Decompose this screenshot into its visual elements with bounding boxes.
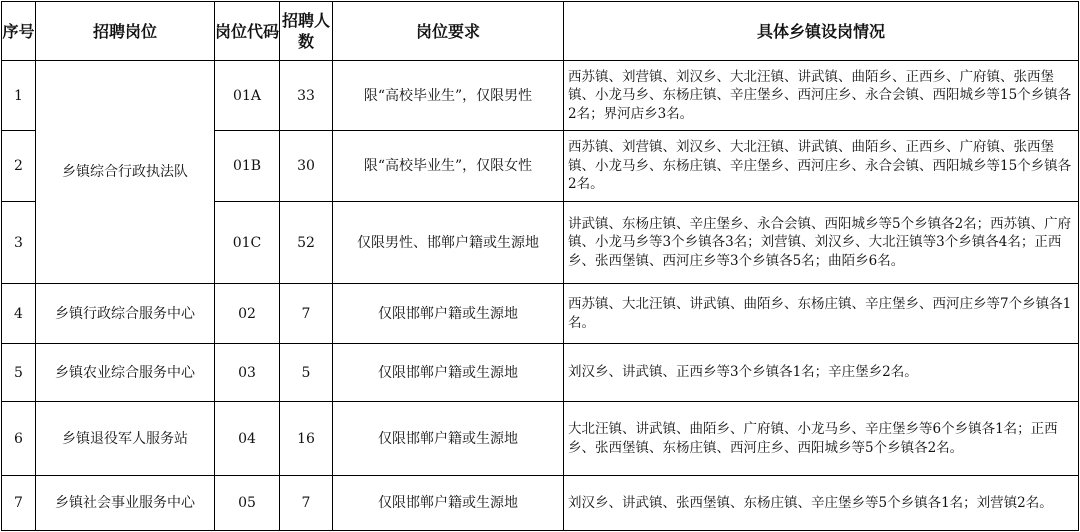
- header-requirement: 岗位要求: [333, 2, 564, 61]
- count-cell: 5: [280, 344, 333, 402]
- position-cell: 乡镇农业综合服务中心: [36, 344, 215, 402]
- code-cell: 02: [215, 284, 280, 344]
- table-row: [2, 402, 1079, 476]
- position-cell: 乡镇行政综合服务中心: [36, 284, 215, 344]
- count-cell: 30: [280, 131, 333, 202]
- seq-cell: 4: [2, 284, 36, 344]
- seq-cell: 7: [2, 476, 36, 531]
- code-cell: 01C: [215, 202, 280, 284]
- requirement-cell: 仅限邯郸户籍或生源地: [333, 284, 564, 344]
- detail-cell: 刘汉乡、讲武镇、正西乡等3个乡镇各1名；辛庄堡乡2名。: [564, 344, 1079, 402]
- header-detail: 具体乡镇设岗情况: [564, 2, 1079, 61]
- count-cell: 7: [280, 284, 333, 344]
- seq-cell: 1: [2, 61, 36, 131]
- detail-cell: 刘汉乡、讲武镇、张西堡镇、东杨庄镇、辛庄堡乡等5个乡镇各1名；刘营镇2名。: [564, 476, 1079, 531]
- table-row: [2, 284, 1079, 344]
- requirement-cell: 限“高校毕业生”，仅限女性: [333, 131, 564, 202]
- code-cell: 01A: [215, 61, 280, 131]
- requirement-cell: 仅限男性、邯郸户籍或生源地: [333, 202, 564, 284]
- table-row: [2, 344, 1079, 402]
- header-seq: 序号: [2, 2, 36, 61]
- seq-cell: 6: [2, 402, 36, 476]
- detail-cell: 西苏镇、刘营镇、刘汉乡、大北汪镇、讲武镇、曲陌乡、正西乡、广府镇、张西堡镇、小龙马乡、东杨庄镇、辛庄堡乡、西河庄乡、永合会镇、西阳城乡等15个乡镇各2名；界河店乡3名。: [564, 61, 1079, 131]
- requirement-cell: 仅限邯郸户籍或生源地: [333, 476, 564, 531]
- detail-cell: 西苏镇、刘营镇、刘汉乡、大北汪镇、讲武镇、曲陌乡、正西乡、广府镇、张西堡镇、小龙马乡、东杨庄镇、辛庄堡乡、西河庄乡、永合会镇、西阳城乡等15个乡镇各2名。: [564, 131, 1079, 202]
- detail-cell: 西苏镇、大北汪镇、讲武镇、曲陌乡、东杨庄镇、辛庄堡乡、西河庄乡等7个乡镇各1名。: [564, 284, 1079, 344]
- seq-cell: 3: [2, 202, 36, 284]
- table-header-row: [2, 2, 1079, 61]
- count-cell: 52: [280, 202, 333, 284]
- table-row: [2, 61, 1079, 131]
- code-cell: 01B: [215, 131, 280, 202]
- code-cell: 05: [215, 476, 280, 531]
- requirement-cell: 仅限邯郸户籍或生源地: [333, 402, 564, 476]
- header-position: 招聘岗位: [36, 2, 215, 61]
- header-code: 岗位代码: [215, 2, 280, 61]
- header-count: 招聘人数: [280, 2, 333, 61]
- code-cell: 03: [215, 344, 280, 402]
- count-cell: 33: [280, 61, 333, 131]
- seq-cell: 5: [2, 344, 36, 402]
- position-cell: 乡镇退役军人服务站: [36, 402, 215, 476]
- detail-cell: 大北汪镇、讲武镇、曲陌乡、广府镇、小龙马乡、辛庄堡乡等6个乡镇各1名；正西乡、张西堡镇、东杨庄镇、西河庄乡、西阳城乡等5个乡镇各2名。: [564, 402, 1079, 476]
- table-row: [2, 476, 1079, 531]
- count-cell: 7: [280, 476, 333, 531]
- position-cell: 乡镇综合行政执法队: [36, 61, 215, 284]
- detail-cell: 讲武镇、东杨庄镇、辛庄堡乡、永合会镇、西阳城乡等5个乡镇各2名；西苏镇、广府镇、小龙马乡等3个乡镇各3名；刘营镇、刘汉乡、大北汪镇等3个乡镇各4名；正西乡、张西堡镇、西河庄乡等3个乡镇各5名；曲陌乡6名。: [564, 202, 1079, 284]
- requirement-cell: 仅限邯郸户籍或生源地: [333, 344, 564, 402]
- requirement-cell: 限“高校毕业生”，仅限男性: [333, 61, 564, 131]
- count-cell: 16: [280, 402, 333, 476]
- recruitment-table: [1, 1, 1079, 531]
- position-cell: 乡镇社会事业服务中心: [36, 476, 215, 531]
- code-cell: 04: [215, 402, 280, 476]
- seq-cell: 2: [2, 131, 36, 202]
